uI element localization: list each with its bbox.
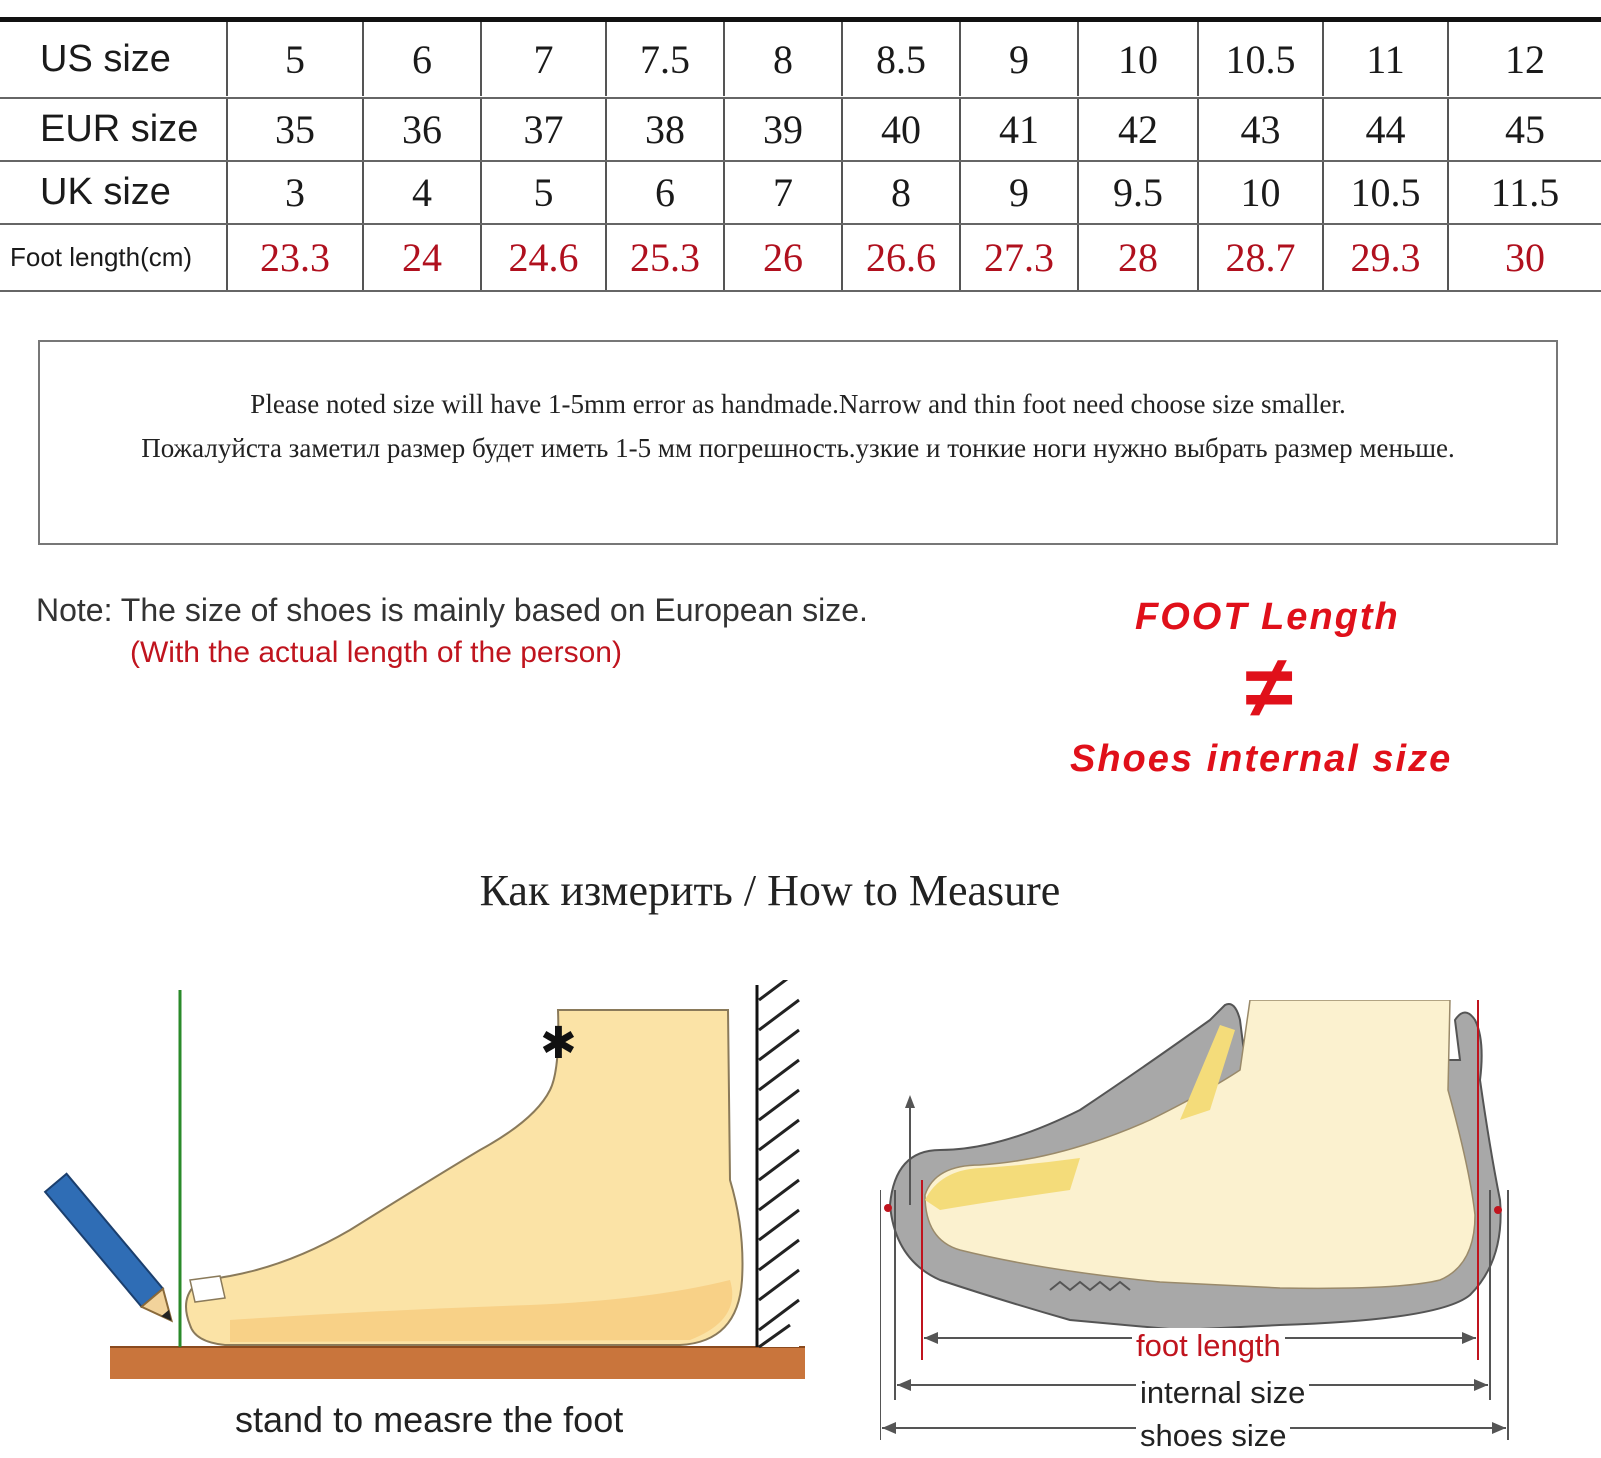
eu-size-note: Note: The size of shoes is mainly based on European size.: [36, 592, 868, 628]
table-cell: 9.5: [1079, 162, 1199, 223]
row-label: EUR size: [0, 99, 228, 160]
table-cell: 23.3: [228, 225, 364, 290]
table-cell: 8: [725, 22, 843, 96]
table-cell: 24.6: [482, 225, 607, 290]
table-cell: 11.5: [1490, 170, 1560, 215]
table-cell: 6: [364, 22, 482, 96]
foot-length-label: foot length: [1132, 1328, 1285, 1364]
how-to-measure-title: Как измерить / How to Measure: [479, 866, 1061, 915]
shoes-size-label: shoes size: [1136, 1418, 1290, 1454]
not-equal-symbol: ≠: [1245, 637, 1294, 736]
floor-board: [110, 1347, 805, 1379]
wall-hatch-icon: [757, 980, 799, 1347]
table-row-eur: [0, 99, 1601, 160]
table-row-uk: [0, 162, 1601, 223]
table-cell: 29.3: [1324, 225, 1449, 290]
table-cell: 44: [1324, 99, 1449, 160]
table-cell: 5: [228, 22, 364, 96]
table-cell: 45: [1505, 107, 1545, 152]
internal-size-label: internal size: [1136, 1375, 1309, 1411]
table-cell: 26: [725, 225, 843, 290]
row-label: US size: [0, 22, 228, 96]
handmade-notice-box: [38, 340, 1558, 545]
foot-measure-illustration: [30, 980, 820, 1390]
table-cell: 42: [1079, 99, 1199, 160]
table-cell: 7.5: [607, 22, 725, 96]
table-cell: 41: [961, 99, 1079, 160]
notice-english: Please noted size will have 1-5mm error as handmade.Narrow and thin foot need choose size smaller.: [250, 389, 1346, 419]
table-cell: 10.5: [1324, 162, 1449, 223]
ankle-mark-icon: ✱: [540, 1018, 577, 1069]
table-cell: 3: [228, 162, 364, 223]
table-cell: 12: [1505, 36, 1545, 82]
table-cell: 11: [1324, 22, 1449, 96]
stand-to-measure-caption: stand to measre the foot: [235, 1399, 624, 1440]
shoes-internal-size-callout: Shoes internal size: [1070, 738, 1453, 780]
table-cell: 8.5: [843, 22, 961, 96]
table-cell: 37: [482, 99, 607, 160]
eu-size-note-sub: (With the actual length of the person): [130, 636, 622, 669]
size-chart-table: [0, 17, 1601, 298]
table-cell: 27.3: [961, 225, 1079, 290]
table-cell: 30: [1505, 235, 1545, 280]
notice-russian: Пожалуйста заметил размер будет иметь 1-5 мм погрешность.узкие и тонкие ноги нужно выбрать размер меньше.: [141, 433, 1455, 463]
table-row-foot-length: [0, 225, 1601, 290]
table-bottom-border: [0, 290, 1601, 292]
table-cell: 10: [1199, 162, 1324, 223]
row-label: Foot length(cm): [0, 225, 228, 290]
table-cell: 43: [1199, 99, 1324, 160]
table-cell: 10: [1079, 22, 1199, 96]
table-cell: 25.3: [607, 225, 725, 290]
table-cell: 10.5: [1199, 22, 1324, 96]
table-cell: 24: [364, 225, 482, 290]
table-cell: 28.7: [1199, 225, 1324, 290]
table-cell: 7: [725, 162, 843, 223]
foot-length-callout: FOOT Length: [1135, 596, 1400, 638]
table-cell: 40: [843, 99, 961, 160]
table-cell: 26.6: [843, 225, 961, 290]
table-cell: 5: [482, 162, 607, 223]
table-cell: 9: [961, 22, 1079, 96]
row-label: UK size: [0, 162, 228, 223]
table-cell: 28: [1079, 225, 1199, 290]
table-cell: 8: [843, 162, 961, 223]
table-cell: 36: [364, 99, 482, 160]
table-row-us: [0, 22, 1601, 96]
table-cell: 38: [607, 99, 725, 160]
table-cell: 7: [482, 22, 607, 96]
table-cell: 39: [725, 99, 843, 160]
table-cell: 6: [607, 162, 725, 223]
table-cell: 4: [364, 162, 482, 223]
table-cell: 9: [961, 162, 1079, 223]
pencil-icon: [45, 1174, 182, 1330]
table-cell: 35: [228, 99, 364, 160]
